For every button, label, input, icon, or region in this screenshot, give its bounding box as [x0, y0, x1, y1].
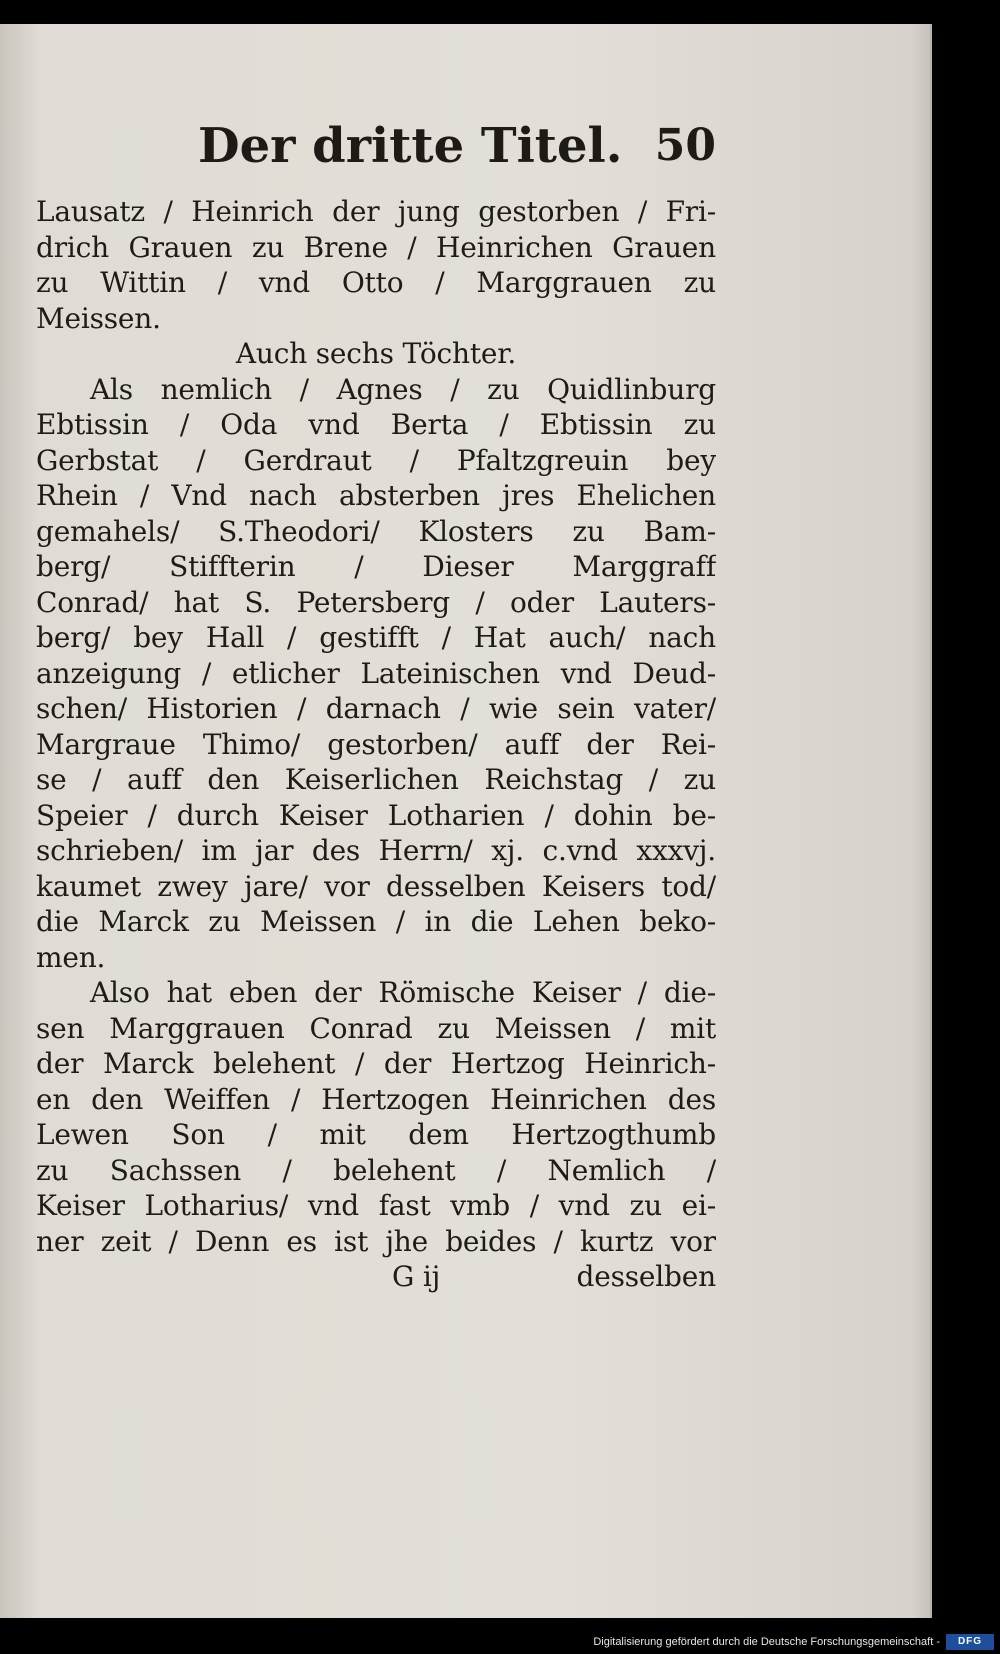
- text-line: Keiser Lotharius/ vnd fast vmb / vnd zu ei-: [36, 1189, 716, 1222]
- text-line: sen Marggrauen Conrad zu Meissen / mit: [36, 1011, 716, 1045]
- text-line: Ebtissin / Oda vnd Berta / Ebtissin zu: [36, 408, 716, 441]
- text-line: der Marck belehent / der Hertzog Heinrich-: [36, 1047, 716, 1080]
- text-line: berg/ Stiffterin / Dieser Marggraff: [36, 550, 716, 583]
- digitization-credit: Digitalisierung gefördert durch die Deutsche Forschungsgemeinschaft -: [593, 1636, 940, 1648]
- text-line: die Marck zu Meissen / in die Lehen beko-: [36, 905, 716, 938]
- page-header: [36, 118, 716, 188]
- page-edge-shadow: [912, 24, 930, 1618]
- footer-line: [36, 1259, 716, 1295]
- text-line: Speier / durch Keiser Lotharien / dohin be-: [36, 798, 716, 832]
- text-line: zu Sachssen / belehent / Nemlich /: [36, 1153, 716, 1187]
- page-number: 50: [654, 120, 716, 171]
- book-page: [0, 24, 932, 1618]
- text-line: Lausatz / Heinrich der jung gestorben / Fri-: [36, 195, 716, 228]
- text-line: berg/ bey Hall / gestifft / Hat auch/ nach: [36, 621, 716, 654]
- dfg-logo: DFG: [946, 1634, 994, 1650]
- text-line: en den Weiffen / Hertzogen Heinrichen des: [36, 1082, 716, 1116]
- text-line: men.: [36, 940, 106, 974]
- text-line: Also hat eben der Römische Keiser / die-: [90, 976, 716, 1009]
- text-line: ner zeit / Denn es ist jhe beides / kurtz vor: [36, 1224, 716, 1258]
- section-heading: Auch sechs Töchter.: [235, 337, 517, 370]
- text-line: se / auff den Keiserlichen Reichstag / zu: [36, 763, 716, 796]
- signature-mark: G ij: [392, 1260, 441, 1293]
- text-line: gemahels/ S.Theodori/ Klosters zu Bam-: [36, 514, 716, 548]
- text-line: schrieben/ im jar des Herrn/ xj. c.vnd xxxvj.: [36, 834, 716, 867]
- text-line: drich Grauen zu Brene / Heinrichen Grauen: [36, 230, 716, 264]
- text-line: kaumet zwey jare/ vor desselben Keisers tod/: [36, 869, 716, 903]
- catchword: desselben: [576, 1260, 716, 1293]
- text-line: Lewen Son / mit dem Hertzogthumb: [36, 1118, 716, 1151]
- text-line: Rhein / Vnd nach absterben jres Ehelichen: [36, 479, 716, 512]
- text-line: Margraue Thimo/ gestorben/ auff der Rei-: [36, 727, 716, 761]
- text-line: anzeigung / etlicher Lateinischen vnd Deud-: [36, 656, 716, 690]
- text-line: Gerbstat / Gerdraut / Pfaltzgreuin bey: [36, 443, 716, 477]
- text-line: Als nemlich / Agnes / zu Quidlinburg: [90, 372, 716, 406]
- body-text: [36, 194, 716, 1295]
- text-line: Conrad/ hat S. Petersberg / oder Lauters-: [36, 585, 716, 619]
- running-title: Der dritte Titel.: [198, 118, 623, 174]
- text-line: schen/ Historien / darnach / wie sein vater/: [36, 692, 716, 725]
- text-line: zu Wittin / vnd Otto / Marggrauen zu: [36, 266, 716, 299]
- text-line: Meissen.: [36, 301, 161, 335]
